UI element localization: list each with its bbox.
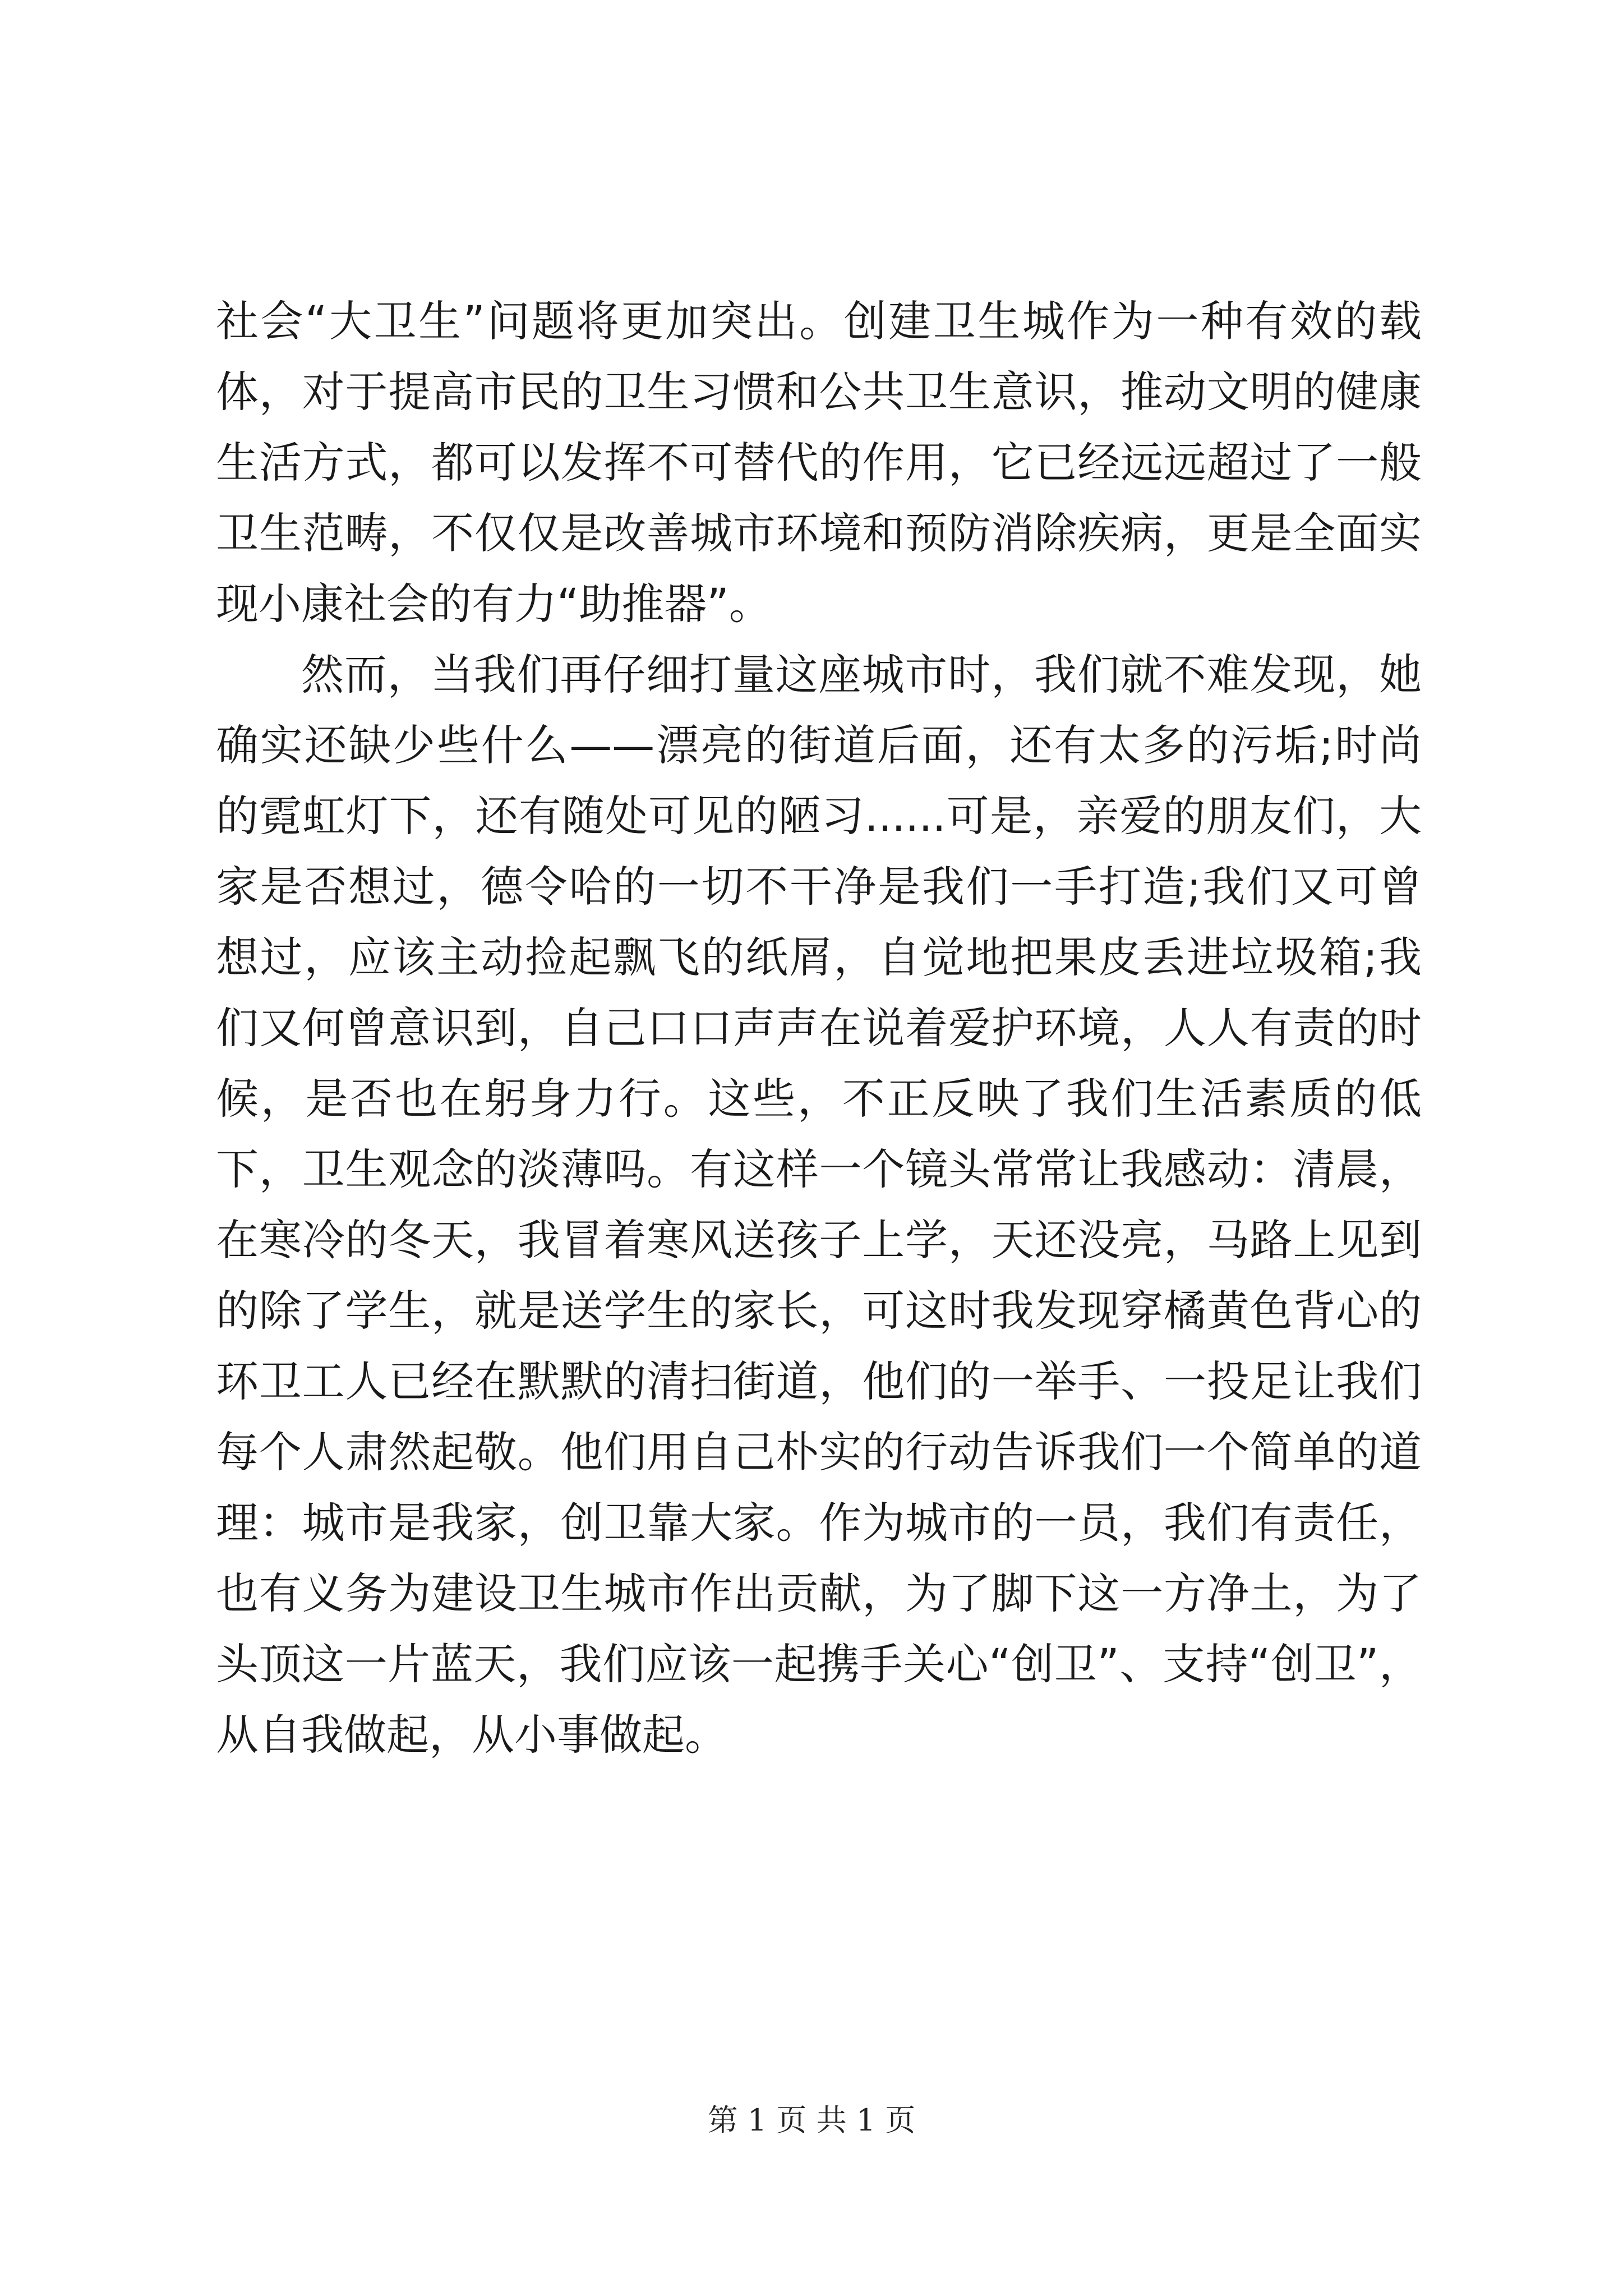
- paragraph-continued: 社会“大卫生”问题将更加突出。创建卫生城作为一种有效的载体，对于提高市民的卫生习惯和公共卫生意识，推动文明的健康生活方式，都可以发挥不可替代的作用，它已经远远超过了一般卫生范畴，不仅仅是改善城市环境和预防消除疾病，更是全面实现小康社会的有力“助推器”。: [216, 296, 1422, 629]
- page-footer: 第 1 页 共 1 页: [707, 2102, 916, 2138]
- paragraph-main: 然而，当我们再仔细打量这座城市时，我们就不难发现，她确实还缺少些什么——漂亮的街道后面，还有太多的污垢;时尚的霓虹灯下，还有随处可见的陋习......可是，亲爱的朋友们，大家是否想过，德令哈的一切不干净是我们一手打造;我们又可曾想过，应该主动捡起飘飞的纸屑，自觉地把果皮丢进垃圾箱;我们又何曾意识到，自己口口声声在说着爱护环境，人人有责的时候，是否也在躬身力行。这些，不正反映了我们生活素质的低下，卫生观念的淡薄吗。有这样一个镜头常常让我感动：清晨，在寒冷的冬天，我冒着寒风送孩子上学，天还没亮，马路上见到的除了学生，就是送学生的家长，可这时我发现穿橘黄色背心的环卫工人已经在默默的清扫街道，他们的一举手、一投足让我们每个人肃然起敬。他们用自己朴实的行动告诉我们一个简单的道理：城市是我家，创卫靠大家。作为城市的一员，我们有责任，也有义务为建设卫生城市作出贡献，为了脚下这一方净土，为了头顶这一片蓝天，我们应该一起携手关心“创卫”、支持“创卫”，从自我做起，从小事做起。: [216, 650, 1422, 1760]
- document-body: [216, 286, 1422, 1770]
